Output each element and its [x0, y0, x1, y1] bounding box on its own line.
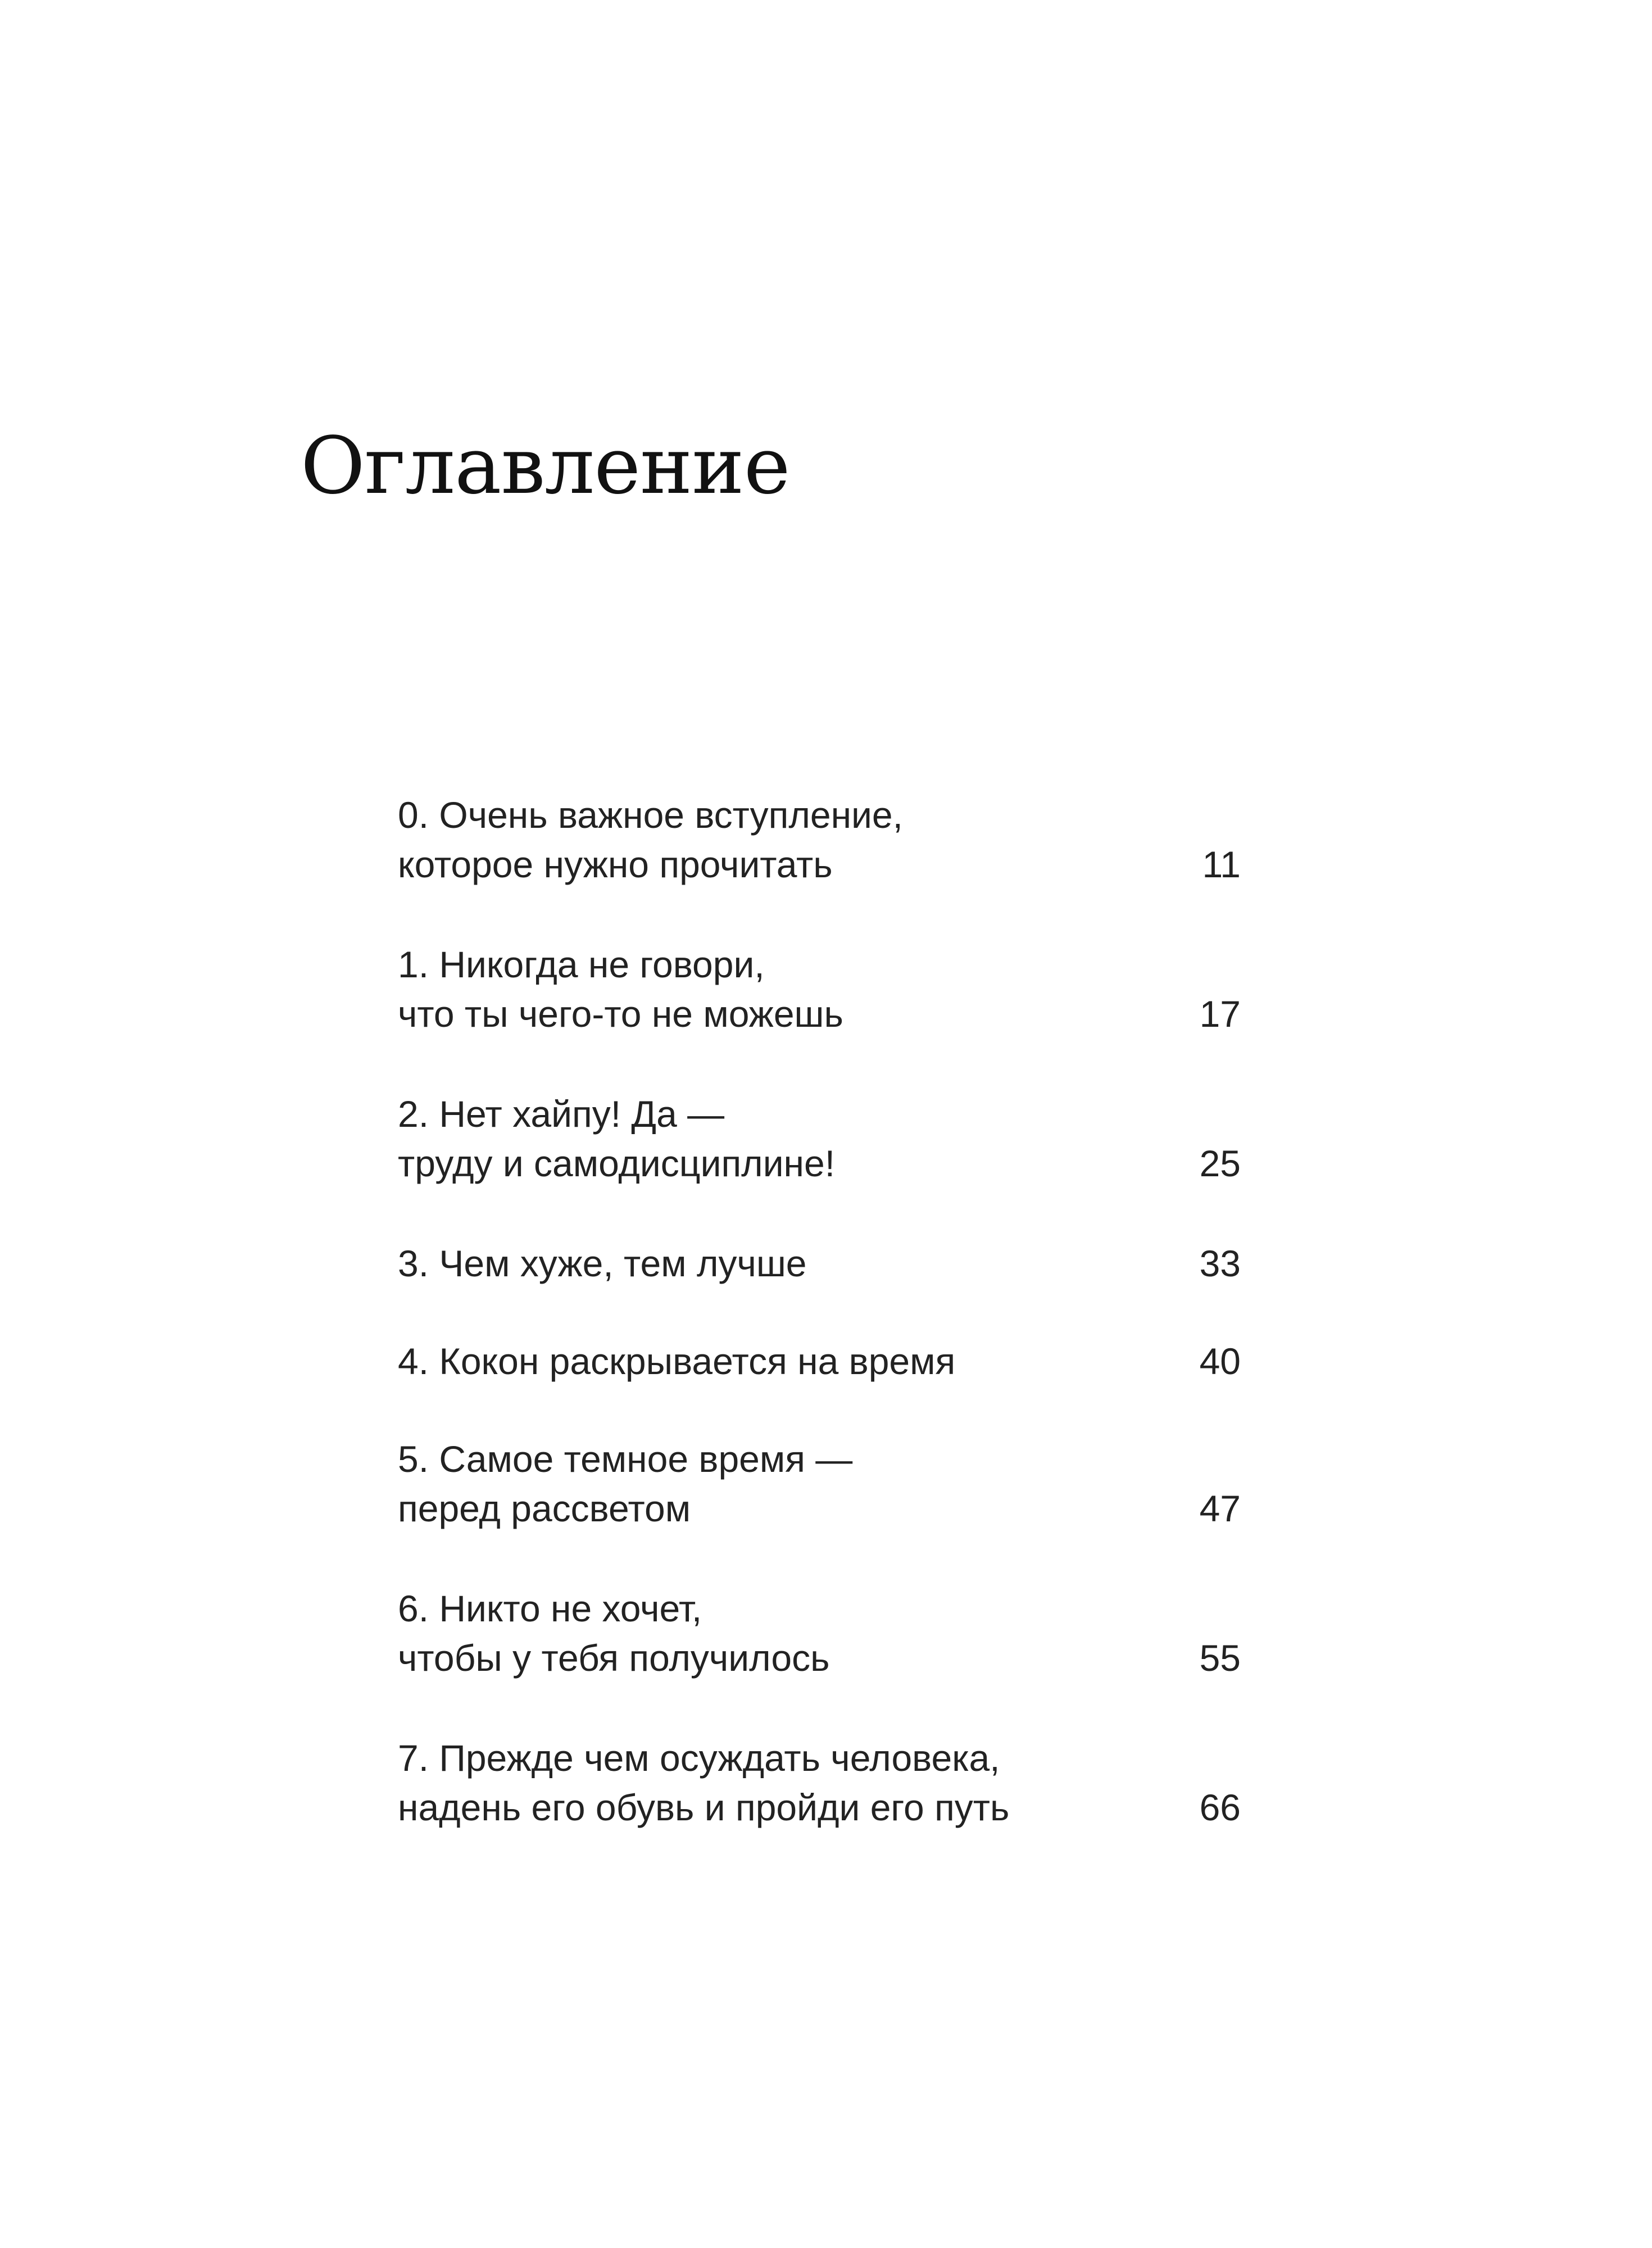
toc-entry-title-line: 0. Очень важное вступление,	[398, 794, 903, 836]
page-title: Оглавление	[301, 420, 790, 512]
toc-entry-7	[398, 1733, 1241, 1832]
toc-entry-title-line: 3. Чем хуже, тем лучше	[398, 1243, 807, 1284]
toc-entry-title-line: чтобы у тебя получилось	[398, 1637, 830, 1679]
toc-page-number: 25	[1199, 1143, 1241, 1184]
toc-entry-title-line: которое нужно прочитать	[398, 844, 833, 885]
toc-entry-title-line: надень его обувь и пройди его путь	[398, 1787, 1010, 1828]
toc-entry-6	[398, 1584, 1241, 1683]
toc-entry-5	[398, 1434, 1241, 1533]
table-of-contents	[398, 790, 1241, 1883]
toc-page-number: 33	[1199, 1243, 1241, 1284]
toc-entry-title-line: 5. Самое темное время —	[398, 1438, 853, 1480]
toc-page-number: 11	[1202, 844, 1241, 885]
toc-entry-title-line: 2. Нет хайпу! Да —	[398, 1093, 725, 1135]
toc-page-number: 55	[1199, 1637, 1241, 1679]
toc-entry-title-line: труду и самодисциплине!	[398, 1143, 836, 1184]
toc-entry-2	[398, 1089, 1241, 1188]
toc-page-number: 40	[1199, 1340, 1241, 1382]
toc-page-number: 66	[1199, 1787, 1241, 1828]
toc-entry-0	[398, 790, 1241, 889]
toc-entry-title-line: что ты чего-то не можешь	[398, 993, 843, 1035]
toc-page-number: 47	[1199, 1488, 1241, 1529]
toc-page-number: 17	[1199, 993, 1241, 1035]
toc-entry-3	[398, 1239, 1241, 1288]
toc-entry-title-line: 6. Никто не хочет,	[398, 1588, 702, 1629]
toc-entry-4	[398, 1336, 1241, 1386]
toc-entry-title-line: 1. Никогда не говори,	[398, 944, 765, 985]
toc-entry-title-line: 7. Прежде чем осуждать человека,	[398, 1737, 1000, 1779]
toc-entry-title-line: перед рассветом	[398, 1488, 691, 1529]
toc-entry-title-line: 4. Кокон раскрывается на время	[398, 1340, 956, 1382]
toc-entry-1	[398, 940, 1241, 1039]
